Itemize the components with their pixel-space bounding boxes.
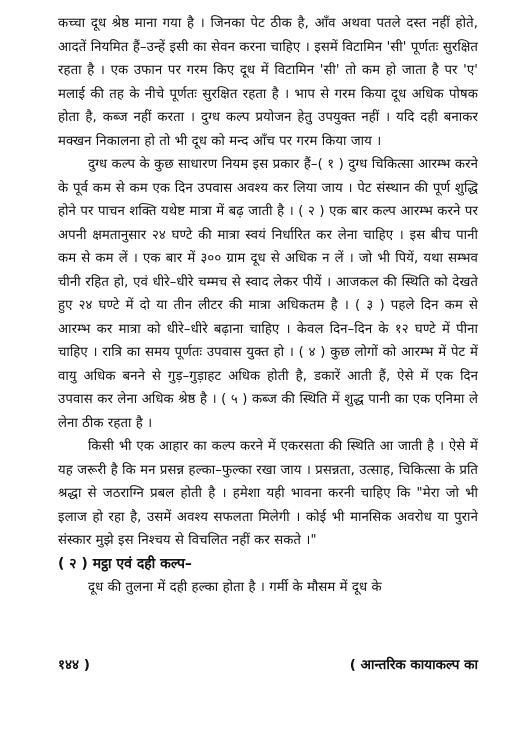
running-title: ( आन्तरिक कायाकल्प का <box>349 657 478 673</box>
paragraph-raw-milk: कच्चा दूध श्रेष्ठ माना गया है । जिनका पेट ठीक है, आँव अथवा पतले दस्त नहीं होते, आदतें नियमित हैं–उन्हें इसी का सेवन करना चाहिए । इसमें विटामिन 'सी' पूर्णतः सुरक्षित रहता है । एक उफान पर गरम किए दूध में विटामिन 'सी' तो कम हो जाता है पर 'ए' मलाई की तह के नीचे पूर्णतः सुरक्षित रहता है । भाप से गरम किया दूध अधिक पोषक होता है, कब्ज नहीं करता । दुग्ध कल्प प्रयोजन हेतु उपयुक्त नहीं । यदि दही बनाकर मक्खन निकालना हो तो भी दूध को मन्द आँच पर गरम किया जाय । <box>58 16 478 149</box>
paragraph-milk-kalp-rules: दुग्ध कल्प के कुछ साधारण नियम इस प्रकार हैं–( १ ) दुग्ध चिकित्सा आरम्भ करने के पूर्व कम से कम एक दिन उपवास अवश्य कर लिया जाय । पेट संस्थान की पूर्ण शुद्धि होने पर पाचन शक्ति यथेष्ट मात्रा में बढ़ जाती है । ( २ ) एक बार कल्प आरम्भ करने पर अपनी क्षमतानुसार २४ घण्टे की मात्रा स्वयं निर्धारित कर लेना चाहिए । इस बीच पानी कम से कम लें । एक बार में ३०० ग्राम दूध से अधिक न लें । जो भी पियें, यथा सम्भव चीनी रहित हो, एवं धीरे–धीरे चम्मच से स्वाद लेकर पीयें । आजकल की स्थिति को देखते हुए २४ घण्टे में दो या तीन लीटर की मात्रा अधिकतम है । ( ३ ) पहले दिन कम से आरम्भ कर मात्रा को धीरे–धीरे बढ़ाना चाहिए । केवल दिन–दिन के १२ घण्टे में पीना चाहिए । रात्रि का समय पूर्णतः उपवास युक्त हो । ( ४ ) कुछ लोगों को आरम्भ में पेट में वायु अधिक बनने से गुड़–गुड़ाहट अधिक होती है, डकारें आती हैं, ऐसे में एक दिन उपवास कर लेना अधिक श्रेष्ठ है । ( ५ ) कब्ज की स्थिति में शुद्ध पानी का एक एनिमा ले लेना ठीक रहता है । <box>58 157 478 431</box>
page-number: १४४ ) <box>58 657 90 673</box>
page-body <box>58 12 478 600</box>
section-heading: ( २ ) मट्ठा एवं दही कल्प– <box>58 555 192 572</box>
paragraph-curd: दूध की तुलना में दही हल्का होता है । गर्मी के मौसम में दूध के <box>88 580 382 595</box>
paragraph-monotony: किसी भी एक आहार का कल्प करने में एकरसता की स्थिति आ जाती है । ऐसे में यह जरूरी है कि मन प्रसन्न हल्का–फुल्का रखा जाय । प्रसन्नता, उत्साह, चिकित्सा के प्रति श्रद्धा से जठराग्नि प्रबल होती है । हमेशा यही भावना करनी चाहिए कि "मेरा जो भी इलाज हो रहा है, उसमें अवश्य सफलता मिलेगी । कोई भी मानसिक अवरोध या पुराने संस्कार मुझे इस निश्चय से विचलित नहीं कर सकते ।" <box>58 439 478 548</box>
